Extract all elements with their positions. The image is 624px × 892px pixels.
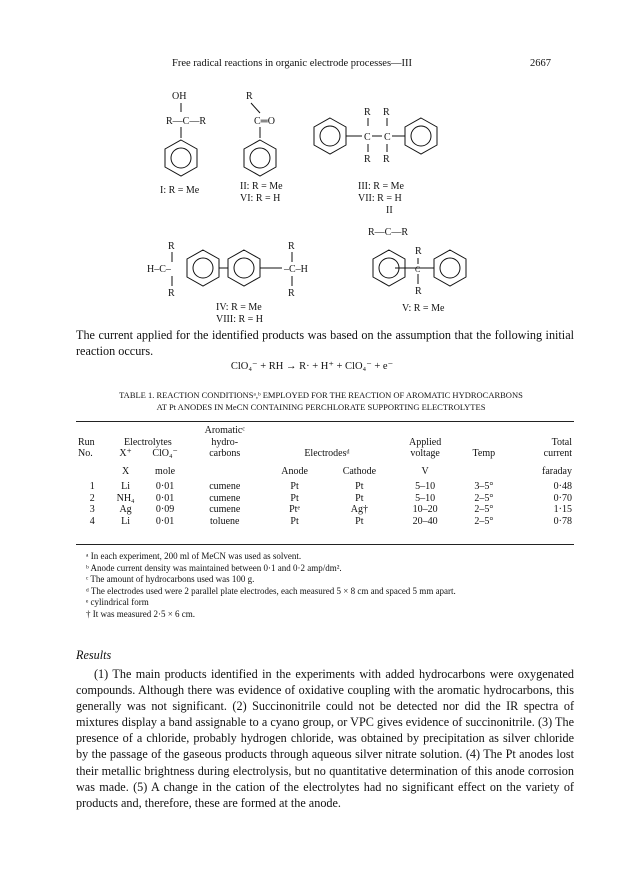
th-electrolytes: Electrolytes — [123, 436, 172, 448]
svg-text:H–C–: H–C– — [147, 264, 171, 275]
svg-text:R: R — [383, 107, 390, 118]
th-clo4: ClO₄⁻ — [152, 448, 178, 459]
th-hydro: hydro- — [211, 436, 239, 448]
svg-text:R: R — [168, 288, 175, 299]
table-footnotes — [86, 551, 574, 621]
svg-text:–C–H: –C–H — [284, 264, 308, 275]
page-number: 2667 — [530, 58, 551, 69]
svg-text:C: C — [384, 132, 391, 143]
running-title: Free radical reactions in organic electrode processes—III — [172, 58, 413, 69]
label-ii: II: R = Me — [240, 181, 283, 192]
th-v: V — [421, 465, 429, 477]
label-vii: VII: R = H — [358, 193, 402, 204]
th-run: Run — [78, 436, 95, 448]
svg-text:R: R — [364, 107, 371, 118]
th-carbons: carbons — [209, 448, 241, 459]
th-mole: mole — [155, 465, 176, 477]
th-anode: Anode — [281, 465, 308, 477]
table-row: 2 NH₄ 0·01 cumene Pt Pt 5–10 2–5° 0·70 — [89, 492, 572, 504]
footnote-c: ᶜ The amount of hydrocarbons used was 100 g. — [86, 574, 255, 585]
th-voltage: voltage — [410, 448, 440, 459]
footnote-a: ᵃ In each experiment, 200 ml of MeCN was used as solvent. — [86, 551, 302, 561]
svg-text:R: R — [288, 288, 295, 299]
footnote-e: ᵉ cylindrical form — [86, 597, 149, 608]
reaction-equation: ClO₄⁻ + RH → R· + H⁺ + ClO₄⁻ + e⁻ — [230, 361, 394, 372]
chemical-structures-figure — [0, 0, 624, 340]
svg-text:R: R — [415, 246, 422, 257]
structure-iv — [147, 241, 308, 299]
table-row: 1 Li 0·01 cumene Pt Pt 5–10 3–5° 0·48 — [89, 481, 572, 492]
th-x-plus: X⁺ — [119, 448, 132, 459]
label-i: I: R = Me — [160, 185, 200, 196]
table-caption — [86, 389, 556, 413]
th-aromatic: Aromaticᶜ — [204, 425, 245, 436]
structure-v — [373, 246, 466, 297]
th-faraday: faraday — [542, 465, 572, 477]
structure-i — [165, 91, 206, 176]
svg-text:C: C — [364, 132, 371, 143]
th-electrodes: Electrodesᵈ — [304, 448, 350, 459]
table-caption-line1: TABLE 1. REACTION CONDITIONSᵃ,ᵇ EMPLOYED FOR THE REACTION OF AROMATIC HYDROCARBONS — [119, 390, 523, 400]
svg-text:II: II — [386, 205, 393, 216]
label-iv: IV: R = Me — [216, 302, 262, 313]
results-paragraph: (1) The main products identified in the experiments with added hydrocarbons were oxygenated compounds. Although there was evidence of oxidative coupling with the aromatic hydrocarbons, this generally was not significant. (2) Succinonitrile could not be detected nor did the IR spectra of mixtures display a band assignable to a cyano group, or VPC gives evidence of succinonitrile. (3) The presence of a chloride, probably hydrogen chloride, was obtained by precipitation as silver chloride by the passage of the gaseous products through aqueous silver nitrate solution. (4) The Pt anodes lost their metallic brightness during electrolysis, but no quantitative determination of this anode corrosion was made. (5) A change in the cation of the electrolytes had no significant effect on the variety of products and, therefore, these are formed at the anode. — [76, 667, 574, 810]
atom-rcr: R—C—R — [166, 116, 207, 127]
structure-iii — [314, 107, 437, 165]
th-applied: Applied — [409, 436, 442, 448]
structure-ii — [244, 91, 276, 176]
intro-paragraph: The current applied for the identified products was based on the assumption that the following initial reaction occurs. — [76, 328, 574, 358]
results-heading: Results — [76, 648, 112, 662]
table-row: 3 Ag 0·09 cumene Ptᵉ Ag† 10–20 2–5° 1·15 — [89, 504, 572, 515]
th-cathode: Cathode — [342, 465, 377, 477]
footnote-d: ᵈ The electrodes used were 2 parallel plate electrodes, each measured 5 × 8 cm and spaced 5 mm apart. — [86, 585, 456, 596]
atom-c-eq-o: C═O — [254, 116, 275, 127]
label-viii: VIII: R = H — [216, 314, 264, 325]
label-vi: VI: R = H — [240, 193, 281, 204]
table-caption-line2: AT Pt ANODES IN MeCN CONTAINING PERCHLORATE SUPPORTING ELECTROLYTES — [156, 402, 486, 412]
atom-r: R — [246, 91, 253, 102]
structure-v-top — [368, 205, 408, 238]
th-no: No. — [78, 448, 93, 459]
table-bottom-rule — [76, 544, 574, 545]
footnote-b: ᵇ Anode current density was maintained between 0·1 and 0·2 amp/dm². — [86, 562, 342, 573]
atom-oh: OH — [172, 91, 187, 102]
svg-text:R: R — [364, 154, 371, 165]
table-top-rule — [76, 421, 574, 422]
label-iii: III: R = Me — [358, 181, 404, 192]
label-v: V: R = Me — [402, 303, 445, 314]
table-row: 4 Li 0·01 toluene Pt Pt 20–40 2–5° 0·78 — [89, 515, 572, 527]
svg-text:C: C — [415, 265, 421, 274]
th-temp: Temp — [472, 448, 496, 459]
svg-text:R: R — [383, 154, 390, 165]
svg-text:R—C—R: R—C—R — [368, 227, 409, 238]
svg-text:R: R — [288, 241, 295, 252]
svg-text:R: R — [415, 286, 422, 297]
th-current: current — [543, 448, 572, 459]
footnote-dagger: † It was measured 2·5 × 6 cm. — [86, 608, 196, 619]
svg-text:R: R — [168, 241, 175, 252]
th-x: X — [121, 465, 130, 477]
th-total: Total — [551, 436, 572, 448]
conditions-table — [76, 425, 574, 527]
